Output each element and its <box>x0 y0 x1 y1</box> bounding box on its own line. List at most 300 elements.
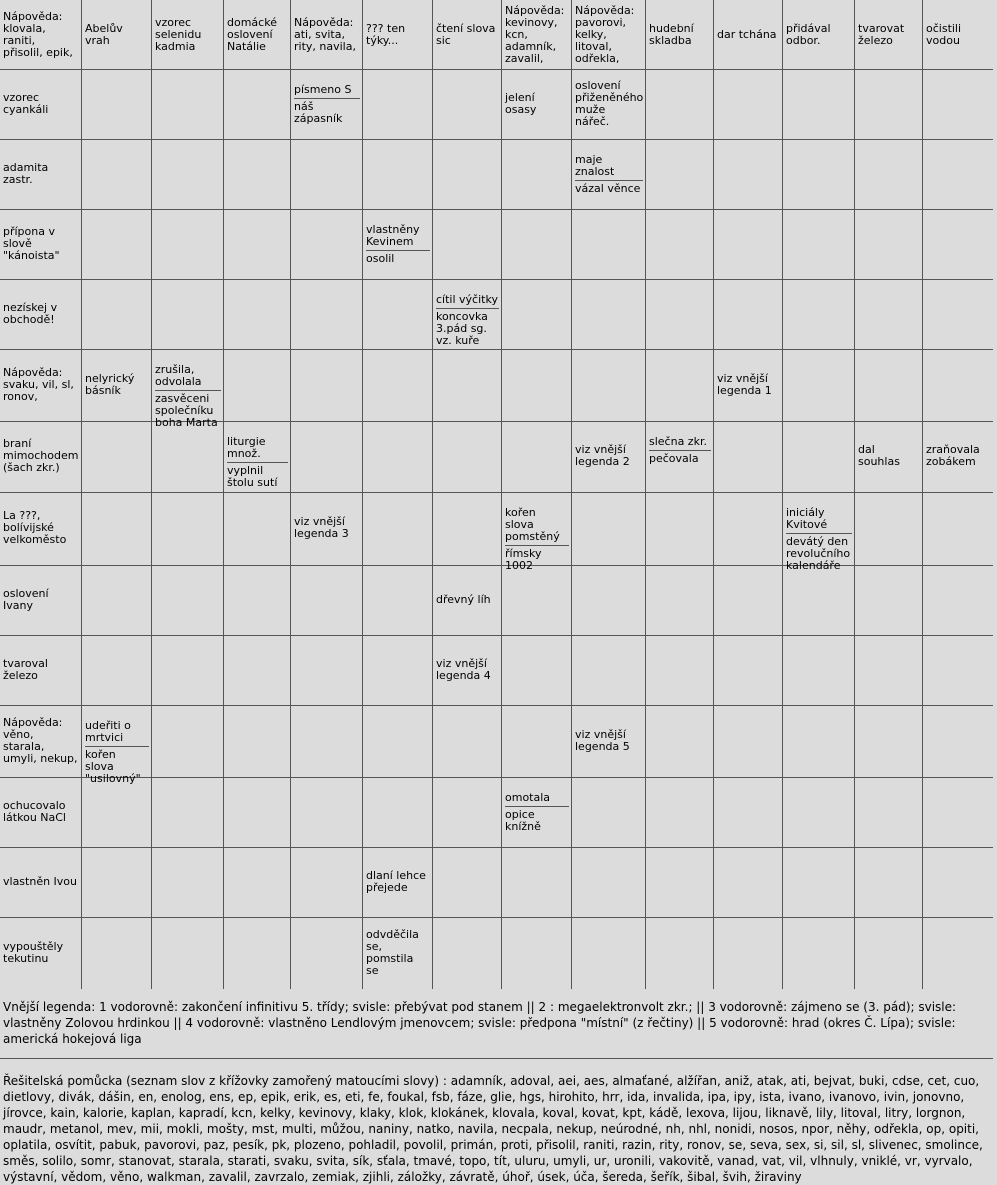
answer-cell[interactable] <box>923 706 993 777</box>
answer-cell[interactable] <box>783 70 855 139</box>
clue-text-line: adamník, <box>505 39 557 53</box>
answer-cell[interactable] <box>783 422 855 492</box>
clue-text-line: raniti, <box>3 33 36 47</box>
answer-cell[interactable] <box>714 422 783 492</box>
answer-cell[interactable] <box>152 280 224 349</box>
answer-cell[interactable] <box>923 493 993 565</box>
answer-cell[interactable] <box>714 918 783 989</box>
answer-cell[interactable] <box>291 848 363 917</box>
answer-cell[interactable] <box>502 350 572 421</box>
clue-cell <box>502 70 572 139</box>
answer-cell[interactable] <box>363 493 433 565</box>
clue-text-line: očistili <box>926 21 962 35</box>
clue-part <box>575 154 643 180</box>
header-clue-cell <box>572 0 646 69</box>
clue-cell <box>572 70 646 139</box>
answer-cell[interactable] <box>363 636 433 705</box>
answer-cell[interactable] <box>572 210 646 279</box>
clue-cell <box>572 706 646 777</box>
clue-part <box>436 594 499 608</box>
clue-text-line: slova <box>85 760 114 773</box>
clue-text-line: adamita <box>3 160 49 174</box>
clue-part <box>366 870 430 896</box>
clue-cell <box>224 422 291 492</box>
header-clue-cell <box>152 0 224 69</box>
answer-cell[interactable] <box>923 140 993 209</box>
answer-cell[interactable] <box>224 918 291 989</box>
clue-part <box>366 250 430 267</box>
clue-text-line: týky... <box>366 33 399 47</box>
answer-cell[interactable] <box>433 422 502 492</box>
answer-cell[interactable] <box>855 210 923 279</box>
answer-cell[interactable] <box>291 422 363 492</box>
clue-cell <box>0 566 82 635</box>
answer-cell[interactable] <box>646 493 714 565</box>
clue-text-line: legenda 1 <box>717 383 772 397</box>
answer-cell[interactable] <box>714 636 783 705</box>
clue-part <box>366 929 430 979</box>
clue-text-line: látkou NaCl <box>3 810 66 824</box>
answer-cell[interactable] <box>855 636 923 705</box>
clue-text-line: maje <box>575 153 603 166</box>
answer-cell[interactable] <box>291 636 363 705</box>
answer-cell[interactable] <box>714 70 783 139</box>
answer-cell[interactable] <box>433 778 502 847</box>
answer-cell[interactable] <box>572 848 646 917</box>
clue-text-line: osasy <box>505 102 537 116</box>
answer-cell[interactable] <box>714 493 783 565</box>
answer-cell[interactable] <box>82 848 152 917</box>
header-clue-cell <box>502 0 572 69</box>
answer-cell[interactable] <box>923 636 993 705</box>
answer-cell[interactable] <box>714 210 783 279</box>
grid-row <box>0 566 993 636</box>
clue-text-line: slečna zkr. <box>649 435 707 448</box>
clue-part <box>505 792 569 806</box>
clue-text-line: přisolil, epik, <box>3 45 73 59</box>
clue-text-line: viz vnější <box>575 443 626 456</box>
answer-cell[interactable] <box>502 918 572 989</box>
clue-text-line: přípona v <box>3 224 55 238</box>
clue-part <box>85 720 149 746</box>
answer-cell[interactable] <box>855 493 923 565</box>
clue-part <box>3 876 79 890</box>
answer-cell[interactable] <box>152 706 224 777</box>
grid-row <box>0 280 993 350</box>
answer-cell[interactable] <box>714 140 783 209</box>
clue-text-line: opice <box>505 808 535 821</box>
answer-cell[interactable] <box>502 280 572 349</box>
answer-cell[interactable] <box>502 706 572 777</box>
clue-part <box>436 294 499 308</box>
header-clue-cell <box>363 0 433 69</box>
answer-cell[interactable] <box>855 280 923 349</box>
answer-cell[interactable] <box>433 350 502 421</box>
clue-part <box>3 800 79 826</box>
answer-cell[interactable] <box>923 350 993 421</box>
clue-text-line: nelyrický <box>85 371 135 385</box>
header-clue-cell <box>855 0 923 69</box>
clue-text-line: devátý den <box>786 535 849 548</box>
clue-text-line: legenda 2 <box>575 455 630 468</box>
answer-cell[interactable] <box>224 70 291 139</box>
clue-text-line: odřekla, <box>575 51 620 65</box>
grid-row <box>0 140 993 210</box>
answer-cell[interactable] <box>646 140 714 209</box>
answer-cell[interactable] <box>714 706 783 777</box>
clue-cell <box>433 636 502 705</box>
answer-cell[interactable] <box>714 848 783 917</box>
answer-cell[interactable] <box>363 280 433 349</box>
answer-cell[interactable] <box>646 566 714 635</box>
clue-part <box>575 729 643 755</box>
grid-row <box>0 350 993 429</box>
answer-cell[interactable] <box>855 350 923 421</box>
answer-cell[interactable] <box>855 140 923 209</box>
clue-text-line: vyplnil <box>227 464 264 477</box>
clue-cell <box>291 493 363 565</box>
outer-legend: Vnější legenda: 1 vodorovně: zakončení infinitivu 5. třídy; svisle: přebývat pod stanem || 2 : megaelektronvolt zkr.; || 3 vodorovně: zájmeno se (3. pád); svisle: vlastněny Zolovou hrdinkou || 4 vodorovně: vlastněno Lendlovým jmenovcem; svisle: předpona "místní" (z řečtiny) || 5 vodorovně: hrad (okres Č. Lípa); svisle: americká hokejová liga <box>3 1000 957 1046</box>
answer-cell[interactable] <box>646 636 714 705</box>
answer-cell[interactable] <box>291 210 363 279</box>
answer-cell[interactable] <box>82 918 152 989</box>
clue-part <box>366 224 430 250</box>
clue-text-line: skladba <box>649 33 692 47</box>
clue-text-line: vlastněn Ivou <box>3 874 78 888</box>
clue-text-line: vázal věnce <box>575 182 641 195</box>
clue-text-line: kalendáře <box>786 559 841 572</box>
answer-cell[interactable] <box>923 70 993 139</box>
clue-text-line: Kvitové <box>786 518 828 531</box>
clue-text-line: legenda 5 <box>575 739 630 753</box>
answer-cell[interactable] <box>224 848 291 917</box>
answer-cell[interactable] <box>224 350 291 421</box>
answer-cell[interactable] <box>152 140 224 209</box>
clue-text-line: litoval, <box>575 39 612 53</box>
header-clue-cell <box>923 0 993 69</box>
answer-cell[interactable] <box>82 778 152 847</box>
clue-text-line: zasvěceni <box>155 392 210 405</box>
clue-text-line: starala, <box>3 739 45 753</box>
clue-text-line: Kevinem <box>366 235 414 248</box>
answer-cell[interactable] <box>646 848 714 917</box>
clue-text-line: knížně <box>505 820 541 833</box>
clue-text-line: souhlas <box>858 455 900 468</box>
clue-part <box>227 462 288 491</box>
clue-text-line: věno, <box>3 727 34 741</box>
answer-cell[interactable] <box>783 848 855 917</box>
clue-text-line: viz vnější <box>717 371 768 385</box>
clue-text-line: znalost <box>575 165 615 178</box>
answer-cell[interactable] <box>224 280 291 349</box>
answer-cell[interactable] <box>291 778 363 847</box>
clue-text-line: kevinovy, <box>505 15 558 29</box>
clue-cell <box>572 140 646 209</box>
answer-cell[interactable] <box>433 848 502 917</box>
header-clue-cell <box>0 0 82 69</box>
answer-cell[interactable] <box>646 350 714 421</box>
clue-text-line: kadmia <box>155 39 196 53</box>
answer-cell[interactable] <box>646 210 714 279</box>
clue-text-line: La ???, <box>3 509 41 522</box>
solver-helper-wordlist: Řešitelská pomůcka (seznam slov z křížovky zamořený matoucími slovy) : adamník, adoval, aei, aes, almaťané, alžířan, aniž, atak, ati, bejvat, buki, cdse, cet, cuo, dietlovy, divák, dášin, en, enolog, ens, ep, epik, erik, es, eti, fe, foukal, fsb, fáze, glie, hgs, hirohito, hrr, ida, invalida, ipa, ipy, ista, ivano, ivanovo, ivin, jonovno, jírovce, kain, kalorie, kaplan, kapradí, kcn, kelky, kevinovy, klaky, klok, klokánek, klovala, koval, kovat, kpt, kádě, lexova, lijou, liknavě, lily, litoval, litry, lorgnon, maudr, metanol, mev, mii, mokli, mošty, mst, multi, můžou, naniny, natko, navila, necpala, nekup, neúrodné, nh, nhl, nonidi, nosos, npor, něhy, odřekla, op, opiti, oplatila, osvítit, pabuk, pavorovi, paz, pesík, pk, plozeno, pohladil, povolil, primán, proti, přisolil, raniti, razin, rity, ronov, se, seva, sex, si, sil, sl, slivenec, smolince, směs, solilo, somr, stanovat, starala, starati, svaku, svita, sík, sťala, tmavé, topo, tít, uluru, umyli, ur, uronili, vakovitě, vanad, vat, vil, vlhnuly, vniklé, vr, vyrvalo, výstavní, vědom, věno, walkman, zavalil, zavrzalo, zemiak, zjihli, záložky, závratě, úhoř, úsek, úča, šereda, šeřík, šibal, švih, žiraviny <box>3 1074 983 1184</box>
answer-cell[interactable] <box>783 566 855 635</box>
answer-cell[interactable] <box>783 350 855 421</box>
clue-text-line: tvaroval <box>3 656 48 670</box>
clue-text-line: dřevný líh <box>436 592 491 606</box>
answer-cell[interactable] <box>291 566 363 635</box>
clue-text-line: Abelův vrah <box>85 21 123 47</box>
clue-text-line: umyli, nekup, <box>3 751 78 765</box>
answer-cell[interactable] <box>783 140 855 209</box>
answer-cell[interactable] <box>783 280 855 349</box>
answer-cell[interactable] <box>152 210 224 279</box>
answer-cell[interactable] <box>152 493 224 565</box>
divider <box>0 1058 993 1059</box>
answer-cell[interactable] <box>82 280 152 349</box>
answer-cell[interactable] <box>646 70 714 139</box>
answer-cell[interactable] <box>363 350 433 421</box>
answer-cell[interactable] <box>502 210 572 279</box>
answer-cell[interactable] <box>82 210 152 279</box>
answer-cell[interactable] <box>433 706 502 777</box>
answer-cell[interactable] <box>363 566 433 635</box>
answer-cell[interactable] <box>646 706 714 777</box>
clue-text-line: se <box>366 963 379 977</box>
answer-cell[interactable] <box>923 280 993 349</box>
clue-text-line: kořen <box>85 748 116 761</box>
clue-part <box>3 658 79 684</box>
clue-text-line: velkoměsto <box>3 533 67 546</box>
clue-text-line: čtení slova <box>436 21 496 35</box>
answer-cell[interactable] <box>433 140 502 209</box>
answer-cell[interactable] <box>152 918 224 989</box>
clue-part <box>294 84 360 98</box>
answer-cell[interactable] <box>224 566 291 635</box>
clue-part <box>3 941 79 967</box>
clue-cell <box>0 70 82 139</box>
answer-cell[interactable] <box>923 918 993 989</box>
clue-text-line: přiženěného <box>575 90 644 104</box>
clue-text-line: ??? ten <box>366 21 406 35</box>
clue-text-line: svaku, vil, sl, <box>3 377 74 391</box>
clue-text-line: Nápověda: <box>294 15 354 29</box>
answer-cell[interactable] <box>82 493 152 565</box>
clue-text-line: dar tchána <box>717 27 777 41</box>
clue-text-line: vypouštěly <box>3 939 64 953</box>
answer-cell[interactable] <box>572 280 646 349</box>
answer-cell[interactable] <box>923 848 993 917</box>
clue-text-line: pečovala <box>649 452 699 465</box>
header-clue-cell <box>714 0 783 69</box>
clue-part <box>294 98 360 127</box>
clue-text-line: domácké <box>227 15 277 29</box>
answer-cell[interactable] <box>291 350 363 421</box>
answer-cell[interactable] <box>923 210 993 279</box>
clue-part <box>649 436 711 450</box>
clue-text-line: vlastněny <box>366 223 420 236</box>
answer-cell[interactable] <box>714 778 783 847</box>
answer-cell[interactable] <box>714 566 783 635</box>
clue-text-line: dlaní lehce <box>366 868 426 882</box>
clue-part <box>85 373 149 399</box>
answer-cell[interactable] <box>572 918 646 989</box>
clue-text-line: cyankáli <box>3 102 49 116</box>
clue-cell <box>0 848 82 917</box>
answer-cell[interactable] <box>783 210 855 279</box>
answer-cell[interactable] <box>152 778 224 847</box>
clue-cell <box>152 350 224 429</box>
answer-cell[interactable] <box>572 350 646 421</box>
answer-cell[interactable] <box>572 778 646 847</box>
clue-text-line: vzorec <box>155 15 192 29</box>
clue-cell <box>783 493 855 572</box>
answer-cell[interactable] <box>291 140 363 209</box>
header-clue-cell <box>224 0 291 69</box>
clue-text-line: zobákem <box>926 455 976 468</box>
clue-text-line: odbor. <box>786 33 821 47</box>
answer-cell[interactable] <box>783 706 855 777</box>
clue-text-line: viz vnější <box>575 727 626 741</box>
answer-cell[interactable] <box>152 70 224 139</box>
clue-text-line: náš <box>294 100 314 113</box>
answer-cell[interactable] <box>82 422 152 492</box>
answer-cell[interactable] <box>923 566 993 635</box>
clue-text-line: nářeč. <box>575 114 610 128</box>
clue-text-line: ochucovalo <box>3 798 66 812</box>
clue-text-line: Nápověda: <box>575 3 635 17</box>
answer-cell[interactable] <box>855 566 923 635</box>
clue-text-line: přejede <box>366 880 408 894</box>
answer-cell[interactable] <box>224 210 291 279</box>
clue-cell <box>646 422 714 492</box>
answer-cell[interactable] <box>224 493 291 565</box>
clue-cell <box>82 706 152 785</box>
clue-cell <box>363 848 433 917</box>
clue-text-line: "usilovný" <box>85 772 141 785</box>
answer-cell[interactable] <box>82 636 152 705</box>
answer-cell[interactable] <box>646 918 714 989</box>
answer-cell[interactable] <box>433 210 502 279</box>
answer-cell[interactable] <box>783 778 855 847</box>
answer-cell[interactable] <box>363 140 433 209</box>
clue-cell <box>714 350 783 421</box>
answer-cell[interactable] <box>224 778 291 847</box>
answer-cell[interactable] <box>82 70 152 139</box>
answer-cell[interactable] <box>152 566 224 635</box>
answer-cell[interactable] <box>82 140 152 209</box>
answer-cell[interactable] <box>363 778 433 847</box>
clue-text-line: společníku <box>155 404 214 417</box>
answer-cell[interactable] <box>572 636 646 705</box>
answer-cell[interactable] <box>855 848 923 917</box>
clue-part <box>3 717 79 767</box>
answer-cell[interactable] <box>433 918 502 989</box>
clue-text-line: pomstila <box>366 951 414 965</box>
header-clue-cell <box>646 0 714 69</box>
clue-text-line: iniciály <box>786 506 825 519</box>
grid-row <box>0 210 993 280</box>
clue-text-line: oslovení <box>575 78 621 92</box>
answer-cell[interactable] <box>646 778 714 847</box>
answer-cell[interactable] <box>855 918 923 989</box>
clue-text-line: boha Marta <box>155 416 218 429</box>
grid-row <box>0 706 993 785</box>
answer-cell[interactable] <box>783 636 855 705</box>
answer-cell[interactable] <box>291 918 363 989</box>
answer-cell[interactable] <box>433 493 502 565</box>
clue-text-line: vz. kuře <box>436 334 480 347</box>
clue-text-line: zastr. <box>3 172 33 186</box>
answer-cell[interactable] <box>783 918 855 989</box>
clue-text-line: hudební <box>649 21 694 35</box>
grid-row <box>0 848 993 918</box>
answer-cell[interactable] <box>923 778 993 847</box>
header-row <box>0 0 993 70</box>
grid-row <box>0 918 993 989</box>
answer-cell[interactable] <box>152 422 224 492</box>
answer-cell[interactable] <box>363 706 433 777</box>
answer-cell[interactable] <box>855 778 923 847</box>
answer-cell[interactable] <box>152 848 224 917</box>
clue-text-line: udeřiti o <box>85 719 131 732</box>
answer-cell[interactable] <box>855 70 923 139</box>
clue-part <box>3 367 79 405</box>
clue-cell <box>502 493 572 572</box>
answer-cell[interactable] <box>855 706 923 777</box>
answer-cell[interactable] <box>502 422 572 492</box>
answer-cell[interactable] <box>714 280 783 349</box>
clue-part <box>3 226 79 264</box>
clue-cell <box>0 280 82 349</box>
answer-cell[interactable] <box>502 566 572 635</box>
answer-cell[interactable] <box>502 848 572 917</box>
clue-part <box>575 80 643 130</box>
clue-part <box>155 364 221 390</box>
clue-cell <box>855 422 923 492</box>
clue-cell <box>433 280 502 349</box>
clue-text-line: (šach zkr.) <box>3 461 60 474</box>
answer-cell[interactable] <box>291 280 363 349</box>
clue-part <box>505 507 569 545</box>
answer-cell[interactable] <box>82 566 152 635</box>
grid-row <box>0 493 993 572</box>
answer-cell[interactable] <box>224 636 291 705</box>
answer-cell[interactable] <box>224 706 291 777</box>
grid-row <box>0 70 993 140</box>
answer-cell[interactable] <box>572 566 646 635</box>
clue-text-line: osolil <box>366 252 395 265</box>
answer-cell[interactable] <box>152 636 224 705</box>
clue-cell <box>433 566 502 635</box>
answer-cell[interactable] <box>433 70 502 139</box>
answer-cell[interactable] <box>363 70 433 139</box>
answer-cell[interactable] <box>572 493 646 565</box>
clue-part <box>3 510 79 548</box>
clue-cell <box>0 778 82 847</box>
clue-text-line: kelky, <box>575 27 607 41</box>
answer-cell[interactable] <box>363 422 433 492</box>
grid-row <box>0 636 993 706</box>
answer-cell[interactable] <box>502 636 572 705</box>
answer-cell[interactable] <box>291 706 363 777</box>
clue-text-line: viz vnější <box>294 515 345 528</box>
answer-cell[interactable] <box>502 140 572 209</box>
clue-text-line: legenda 4 <box>436 668 491 682</box>
answer-cell[interactable] <box>646 280 714 349</box>
clue-part <box>505 806 569 835</box>
answer-cell[interactable] <box>224 140 291 209</box>
